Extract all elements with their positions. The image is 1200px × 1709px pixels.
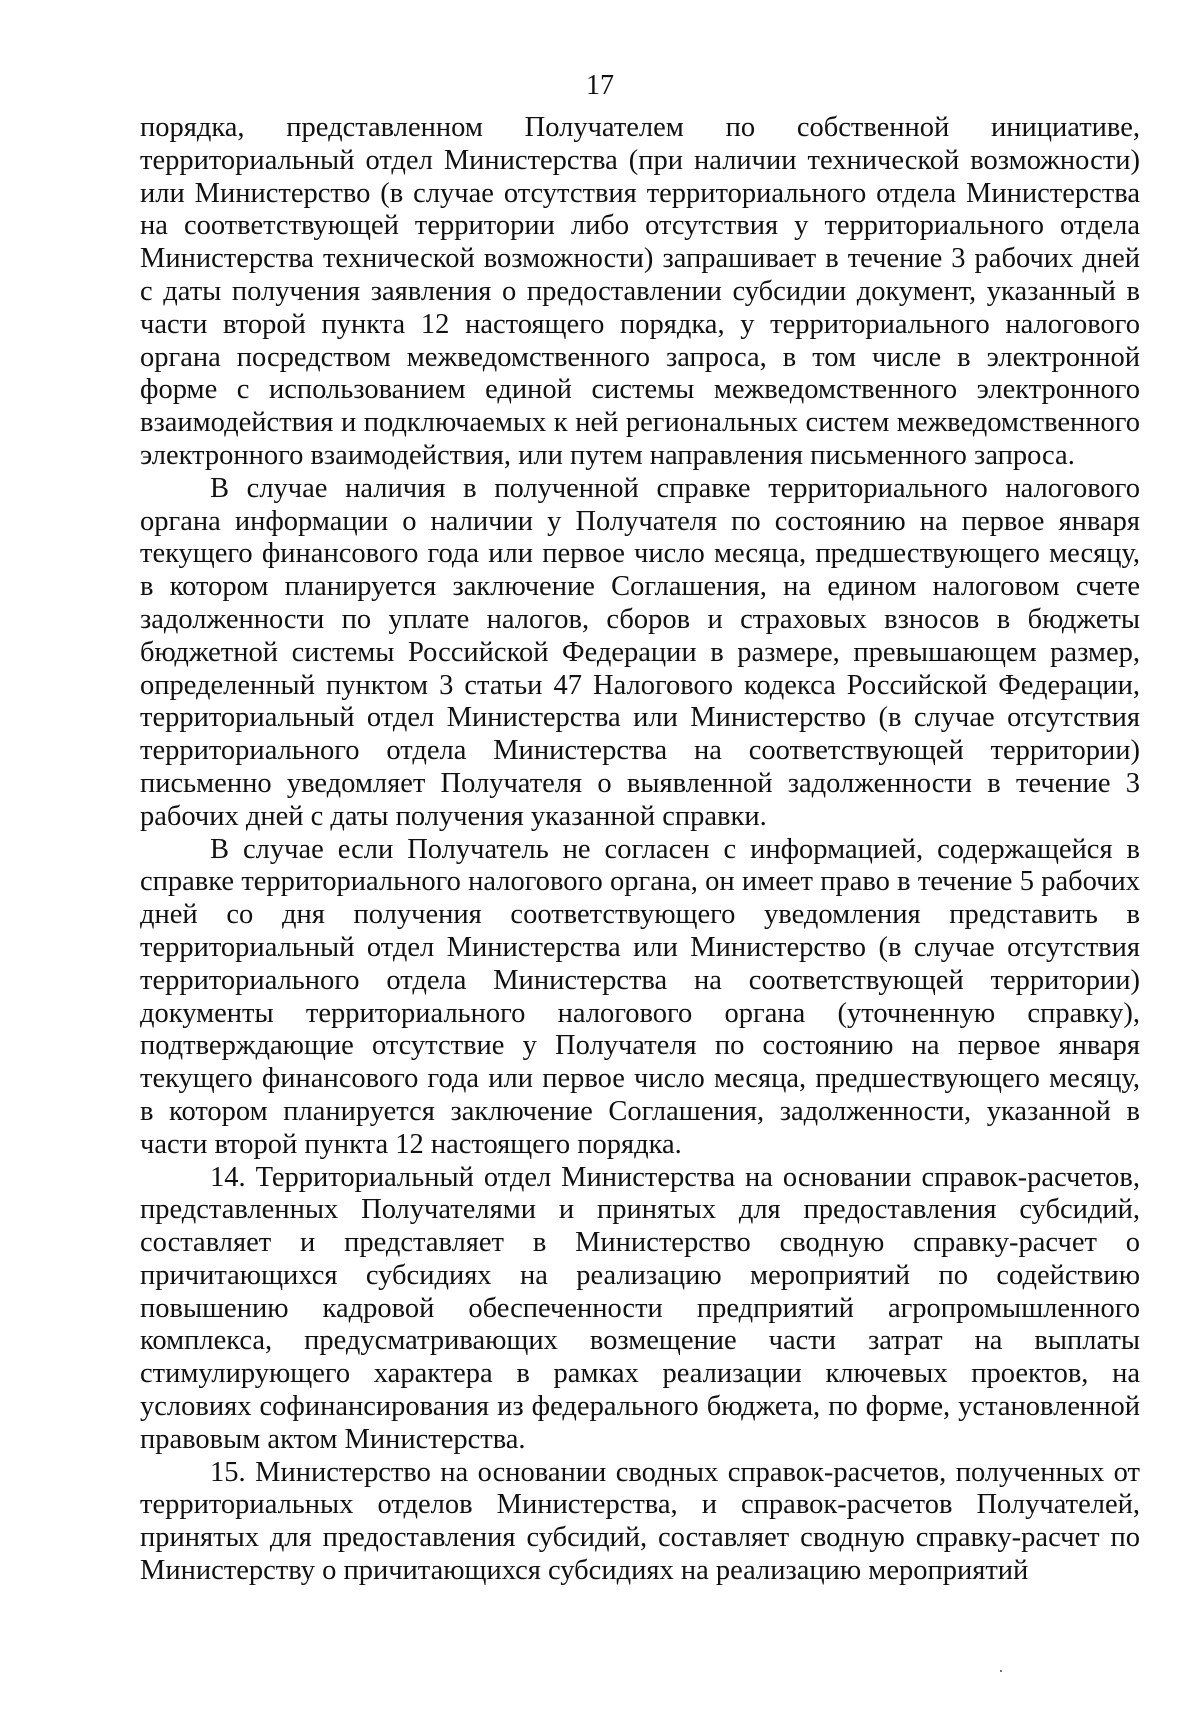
paragraph-continuation: порядка, представленном Получателем по собственной инициативе, территориальный отдел Министерства (при наличии технической возможности) или Министерство (в случае отсутствия территориального отдела Министерства на соответствующей территории либо отсутствия у территориального отдела Министерства технической возможности) запрашивает в течение 3 рабочих дней с даты получения заявления о предоставлении субсидии документ, указанный в части второй пункта 12 настоящего порядка, у территориального налогового органа посредством межведомственного запроса, в том числе в электронной форме с использованием единой системы межведомственного электронного взаимодействия и подключаемых к ней региональных систем межведомственного электронного взаимодействия, или путем направления письменного запроса. <box>140 112 1140 471</box>
document-body <box>140 112 1140 1588</box>
paragraph-tax-debt-notice: В случае наличия в полученной справке территориального налогового органа информации о наличии у Получателя по состоянию на первое января текущего финансового года или первое число месяца, предшествующего месяцу, в котором планируется заключение Соглашения, на едином налоговом счете задолженности по уплате налогов, сборов и страховых взносов в бюджеты бюджетной системы Российской Федерации в размере, превышающем размер, определенный пунктом 3 статьи 47 Налогового кодекса Российской Федерации, территориальный отдел Министерства или Министерство (в случае отсутствия территориального отдела Министерства на соответствующей территории) письменно уведомляет Получателя о выявленной задолженности в течение 3 рабочих дней с даты получения указанной справки. <box>140 472 1140 832</box>
paragraph-item-14: 14. Территориальный отдел Министерства на основании справок-расчетов, представленных Получателями и принятых для предоставления субсидий, составляет и представляет в Министерство сводную справку-расчет о причитающихся субсидиях на реализацию мероприятий по содействию повышению кадровой обеспеченности предприятий агропромышленного комплекса, предусматривающих возмещение части затрат на выплаты стимулирующего характера в рамках реализации ключевых проектов, на условиях софинансирования из федерального бюджета, по форме, установленной правовым актом Министерства. <box>140 1161 1140 1455</box>
paragraph-disagreement: В случае если Получатель не согласен с информацией, содержащейся в справке территориального налогового органа, он имеет право в течение 5 рабочих дней со дня получения соответствующего уведомления представить в территориальный отдел Министерства или Министерство (в случае отсутствия территориального отдела Министерства на соответствующей территории) документы территориального налогового органа (уточненную справку), подтверждающие отсутствие у Получателя по состоянию на первое января текущего финансового года или первое число месяца, предшествующего месяцу, в котором планируется заключение Соглашения, задолженности, указанной в части второй пункта 12 настоящего порядка. <box>140 833 1140 1160</box>
page-number: 17 <box>586 70 614 101</box>
scan-speck <box>1000 1670 1002 1672</box>
paragraph-item-15: 15. Министерство на основании сводных справок-расчетов, полученных от территориальных отделов Министерства, и справок-расчетов Получателей, принятых для предоставления субсидий, составляет сводную справку-расчет по Министерству о причитающихся субсидиях на реализацию мероприятий <box>140 1456 1140 1587</box>
